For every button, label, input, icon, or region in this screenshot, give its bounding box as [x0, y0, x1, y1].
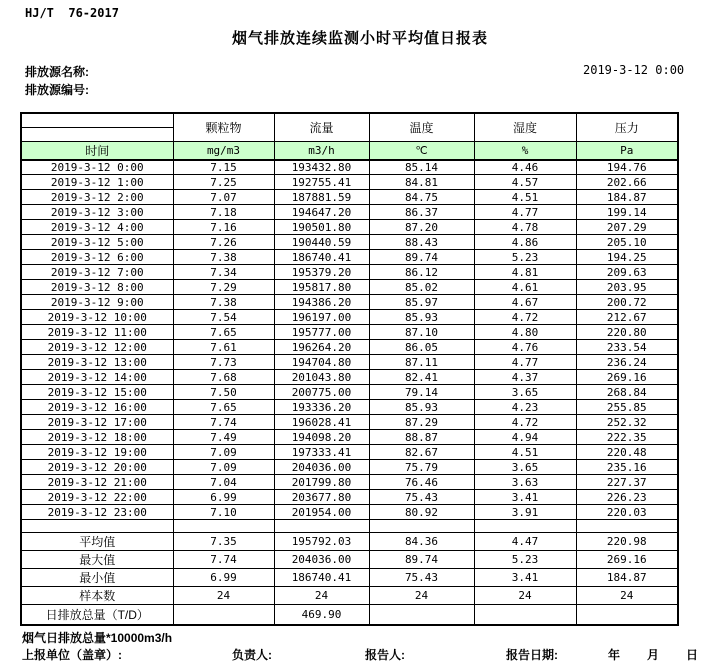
- table-row: [21, 490, 678, 505]
- value-cell: 4.57: [474, 175, 576, 190]
- value-cell: 220.03: [576, 505, 678, 520]
- value-cell: 236.24: [576, 355, 678, 370]
- value-cell: 84.75: [369, 190, 474, 205]
- value-cell: 192755.41: [274, 175, 369, 190]
- value-cell: 87.29: [369, 415, 474, 430]
- value-cell: 233.54: [576, 340, 678, 355]
- value-cell: 196197.00: [274, 310, 369, 325]
- value-cell: 222.35: [576, 430, 678, 445]
- table-row: [21, 235, 678, 250]
- reporter-label: 报告人:: [365, 648, 405, 662]
- column-header-humidity: 湿度: [474, 113, 576, 141]
- time-header-cell: 时间: [21, 141, 173, 160]
- value-cell: 7.50: [173, 385, 274, 400]
- value-cell: 7.34: [173, 265, 274, 280]
- value-cell: 196028.41: [274, 415, 369, 430]
- time-cell: 2019-3-12 17:00: [21, 415, 173, 430]
- value-cell: 7.10: [173, 505, 274, 520]
- value-cell: 195817.80: [274, 280, 369, 295]
- value-cell: 82.41: [369, 370, 474, 385]
- value-cell: 204036.00: [274, 551, 369, 569]
- time-cell: 2019-3-12 2:00: [21, 190, 173, 205]
- table-row: [21, 295, 678, 310]
- value-cell: 194.76: [576, 160, 678, 175]
- unit-row: [21, 141, 678, 160]
- value-cell: 89.74: [369, 250, 474, 265]
- total-volume-note: 烟气日排放总量*10000m3/h: [22, 631, 173, 645]
- value-cell: 195792.03: [274, 533, 369, 551]
- value-cell: 190501.80: [274, 220, 369, 235]
- standard-code: HJ/T 76-2017: [25, 6, 119, 20]
- unit-particulate: mg/m3: [173, 141, 274, 160]
- time-cell: 2019-3-12 11:00: [21, 325, 173, 340]
- value-cell: 75.79: [369, 460, 474, 475]
- value-cell: 82.67: [369, 445, 474, 460]
- value-cell: 76.46: [369, 475, 474, 490]
- header-empty-bottom-cell: [21, 127, 173, 141]
- table-row: [21, 250, 678, 265]
- summary-label-cell: 样本数: [21, 587, 173, 605]
- month-label: 月: [647, 648, 660, 662]
- responsible-label: 负责人:: [232, 648, 272, 662]
- value-cell: 212.67: [576, 310, 678, 325]
- value-cell: 199.14: [576, 205, 678, 220]
- value-cell: 24: [173, 587, 274, 605]
- value-cell: 7.65: [173, 325, 274, 340]
- unit-pressure: Pa: [576, 141, 678, 160]
- value-cell: 4.23: [474, 400, 576, 415]
- unit-temperature: ℃: [369, 141, 474, 160]
- value-cell: 84.81: [369, 175, 474, 190]
- value-cell: 4.77: [474, 355, 576, 370]
- value-cell: 184.87: [576, 190, 678, 205]
- table-row: [21, 325, 678, 340]
- value-cell: 7.09: [173, 460, 274, 475]
- value-cell: 226.23: [576, 490, 678, 505]
- value-cell: 5.23: [474, 250, 576, 265]
- table-row: [21, 460, 678, 475]
- value-cell: 184.87: [576, 569, 678, 587]
- value-cell: 7.49: [173, 430, 274, 445]
- value-cell: [474, 520, 576, 533]
- value-cell: 24: [474, 587, 576, 605]
- value-cell: 193432.80: [274, 160, 369, 175]
- value-cell: 194647.20: [274, 205, 369, 220]
- time-cell: 2019-3-12 13:00: [21, 355, 173, 370]
- value-cell: 4.46: [474, 160, 576, 175]
- time-cell: 2019-3-12 3:00: [21, 205, 173, 220]
- blank-cell: [21, 520, 173, 533]
- value-cell: 4.76: [474, 340, 576, 355]
- value-cell: 203677.80: [274, 490, 369, 505]
- blank-row: [21, 520, 678, 533]
- time-cell: 2019-3-12 15:00: [21, 385, 173, 400]
- value-cell: 269.16: [576, 551, 678, 569]
- value-cell: 85.93: [369, 310, 474, 325]
- value-cell: 24: [369, 587, 474, 605]
- report-datetime: 2019-3-12 0:00: [583, 63, 685, 77]
- value-cell: 24: [576, 587, 678, 605]
- column-header-particulate: 颗粒物: [173, 113, 274, 141]
- value-cell: [576, 520, 678, 533]
- value-cell: 87.11: [369, 355, 474, 370]
- value-cell: 7.38: [173, 250, 274, 265]
- time-cell: 2019-3-12 12:00: [21, 340, 173, 355]
- value-cell: 7.26: [173, 235, 274, 250]
- time-cell: 2019-3-12 6:00: [21, 250, 173, 265]
- value-cell: 75.43: [369, 569, 474, 587]
- value-cell: 255.85: [576, 400, 678, 415]
- value-cell: 200.72: [576, 295, 678, 310]
- value-cell: 88.87: [369, 430, 474, 445]
- table-row: [21, 475, 678, 490]
- summary-label-cell: 最大值: [21, 551, 173, 569]
- value-cell: 7.38: [173, 295, 274, 310]
- value-cell: 202.66: [576, 175, 678, 190]
- value-cell: 4.72: [474, 415, 576, 430]
- report-unit-label: 上报单位（盖章）:: [22, 648, 122, 662]
- value-cell: [369, 605, 474, 625]
- value-cell: 201043.80: [274, 370, 369, 385]
- year-label: 年: [608, 648, 621, 662]
- value-cell: 7.07: [173, 190, 274, 205]
- table-row: [21, 385, 678, 400]
- table-row: [21, 160, 678, 175]
- value-cell: 194098.20: [274, 430, 369, 445]
- value-cell: 7.65: [173, 400, 274, 415]
- source-name-label: 排放源名称:: [25, 65, 89, 79]
- monitoring-table: [20, 112, 679, 626]
- table-row: [21, 175, 678, 190]
- value-cell: 469.90: [274, 605, 369, 625]
- value-cell: 87.20: [369, 220, 474, 235]
- time-cell: 2019-3-12 0:00: [21, 160, 173, 175]
- time-cell: 2019-3-12 10:00: [21, 310, 173, 325]
- time-cell: 2019-3-12 23:00: [21, 505, 173, 520]
- value-cell: 7.15: [173, 160, 274, 175]
- value-cell: 269.16: [576, 370, 678, 385]
- summary-row: [21, 569, 678, 587]
- value-cell: 207.29: [576, 220, 678, 235]
- value-cell: 7.74: [173, 551, 274, 569]
- value-cell: 4.78: [474, 220, 576, 235]
- value-cell: 7.54: [173, 310, 274, 325]
- report-title: 烟气排放连续监测小时平均值日报表: [231, 30, 488, 47]
- value-cell: 227.37: [576, 475, 678, 490]
- value-cell: 3.41: [474, 490, 576, 505]
- value-cell: 80.92: [369, 505, 474, 520]
- unit-humidity: %: [474, 141, 576, 160]
- value-cell: 86.05: [369, 340, 474, 355]
- value-cell: 4.72: [474, 310, 576, 325]
- value-cell: 7.25: [173, 175, 274, 190]
- value-cell: 6.99: [173, 490, 274, 505]
- value-cell: 220.48: [576, 445, 678, 460]
- source-id-label: 排放源编号:: [25, 83, 89, 97]
- time-cell: 2019-3-12 19:00: [21, 445, 173, 460]
- value-cell: 3.65: [474, 460, 576, 475]
- summary-row: [21, 605, 678, 625]
- table-row: [21, 205, 678, 220]
- value-cell: 7.18: [173, 205, 274, 220]
- value-cell: 7.35: [173, 533, 274, 551]
- table-row: [21, 280, 678, 295]
- value-cell: 4.67: [474, 295, 576, 310]
- column-header-flow: 流量: [274, 113, 369, 141]
- value-cell: 85.97: [369, 295, 474, 310]
- time-cell: 2019-3-12 20:00: [21, 460, 173, 475]
- value-cell: 194386.20: [274, 295, 369, 310]
- value-cell: 201799.80: [274, 475, 369, 490]
- value-cell: 4.61: [474, 280, 576, 295]
- value-cell: 4.51: [474, 445, 576, 460]
- table-row: [21, 190, 678, 205]
- value-cell: 5.23: [474, 551, 576, 569]
- column-header-pressure: 压力: [576, 113, 678, 141]
- value-cell: [474, 605, 576, 625]
- value-cell: 252.32: [576, 415, 678, 430]
- time-cell: 2019-3-12 9:00: [21, 295, 173, 310]
- day-label: 日: [686, 648, 699, 662]
- value-cell: 7.73: [173, 355, 274, 370]
- value-cell: 4.94: [474, 430, 576, 445]
- summary-row: [21, 551, 678, 569]
- value-cell: 194704.80: [274, 355, 369, 370]
- value-cell: 220.80: [576, 325, 678, 340]
- summary-label-cell: 最小值: [21, 569, 173, 587]
- value-cell: 193336.20: [274, 400, 369, 415]
- column-header-row: [21, 113, 678, 127]
- time-cell: 2019-3-12 14:00: [21, 370, 173, 385]
- value-cell: 4.37: [474, 370, 576, 385]
- value-cell: 200775.00: [274, 385, 369, 400]
- value-cell: 195379.20: [274, 265, 369, 280]
- summary-label-cell: 平均值: [21, 533, 173, 551]
- table-row: [21, 430, 678, 445]
- value-cell: 79.14: [369, 385, 474, 400]
- table-row: [21, 265, 678, 280]
- value-cell: 196264.20: [274, 340, 369, 355]
- table-row: [21, 370, 678, 385]
- value-cell: 86.12: [369, 265, 474, 280]
- value-cell: 197333.41: [274, 445, 369, 460]
- time-cell: 2019-3-12 4:00: [21, 220, 173, 235]
- value-cell: 187881.59: [274, 190, 369, 205]
- value-cell: 7.04: [173, 475, 274, 490]
- value-cell: 24: [274, 587, 369, 605]
- value-cell: 85.14: [369, 160, 474, 175]
- value-cell: 7.09: [173, 445, 274, 460]
- column-header-temperature: 温度: [369, 113, 474, 141]
- value-cell: 84.36: [369, 533, 474, 551]
- value-cell: 85.93: [369, 400, 474, 415]
- value-cell: 6.99: [173, 569, 274, 587]
- value-cell: [173, 520, 274, 533]
- time-cell: 2019-3-12 1:00: [21, 175, 173, 190]
- value-cell: 195777.00: [274, 325, 369, 340]
- value-cell: 88.43: [369, 235, 474, 250]
- time-cell: 2019-3-12 18:00: [21, 430, 173, 445]
- value-cell: 203.95: [576, 280, 678, 295]
- value-cell: 4.47: [474, 533, 576, 551]
- value-cell: 7.74: [173, 415, 274, 430]
- value-cell: [369, 520, 474, 533]
- value-cell: 186740.41: [274, 250, 369, 265]
- value-cell: 268.84: [576, 385, 678, 400]
- value-cell: 3.91: [474, 505, 576, 520]
- value-cell: 220.98: [576, 533, 678, 551]
- value-cell: 75.43: [369, 490, 474, 505]
- value-cell: 235.16: [576, 460, 678, 475]
- report-date-label: 报告日期:: [506, 648, 558, 662]
- value-cell: 86.37: [369, 205, 474, 220]
- unit-flow: m3/h: [274, 141, 369, 160]
- table-row: [21, 340, 678, 355]
- table-row: [21, 400, 678, 415]
- value-cell: 4.80: [474, 325, 576, 340]
- summary-row: [21, 587, 678, 605]
- summary-label-cell: 日排放总量（T/D）: [21, 605, 173, 625]
- value-cell: 7.29: [173, 280, 274, 295]
- value-cell: 209.63: [576, 265, 678, 280]
- value-cell: 194.25: [576, 250, 678, 265]
- time-cell: 2019-3-12 21:00: [21, 475, 173, 490]
- table-row: [21, 220, 678, 235]
- value-cell: 4.81: [474, 265, 576, 280]
- value-cell: 204036.00: [274, 460, 369, 475]
- value-cell: 85.02: [369, 280, 474, 295]
- table-row: [21, 505, 678, 520]
- value-cell: 89.74: [369, 551, 474, 569]
- time-cell: 2019-3-12 16:00: [21, 400, 173, 415]
- value-cell: 4.51: [474, 190, 576, 205]
- value-cell: 186740.41: [274, 569, 369, 587]
- value-cell: 4.77: [474, 205, 576, 220]
- value-cell: 7.68: [173, 370, 274, 385]
- value-cell: 87.10: [369, 325, 474, 340]
- value-cell: [274, 520, 369, 533]
- time-cell: 2019-3-12 22:00: [21, 490, 173, 505]
- summary-row: [21, 533, 678, 551]
- value-cell: [576, 605, 678, 625]
- value-cell: 3.65: [474, 385, 576, 400]
- time-cell: 2019-3-12 8:00: [21, 280, 173, 295]
- table-row: [21, 445, 678, 460]
- value-cell: [173, 605, 274, 625]
- table-row: [21, 415, 678, 430]
- table-row: [21, 355, 678, 370]
- value-cell: 3.63: [474, 475, 576, 490]
- header-empty-top-cell: [21, 113, 173, 127]
- value-cell: 3.41: [474, 569, 576, 587]
- value-cell: 205.10: [576, 235, 678, 250]
- table-row: [21, 310, 678, 325]
- value-cell: 7.61: [173, 340, 274, 355]
- value-cell: 7.16: [173, 220, 274, 235]
- value-cell: 201954.00: [274, 505, 369, 520]
- value-cell: 4.86: [474, 235, 576, 250]
- time-cell: 2019-3-12 5:00: [21, 235, 173, 250]
- time-cell: 2019-3-12 7:00: [21, 265, 173, 280]
- value-cell: 190440.59: [274, 235, 369, 250]
